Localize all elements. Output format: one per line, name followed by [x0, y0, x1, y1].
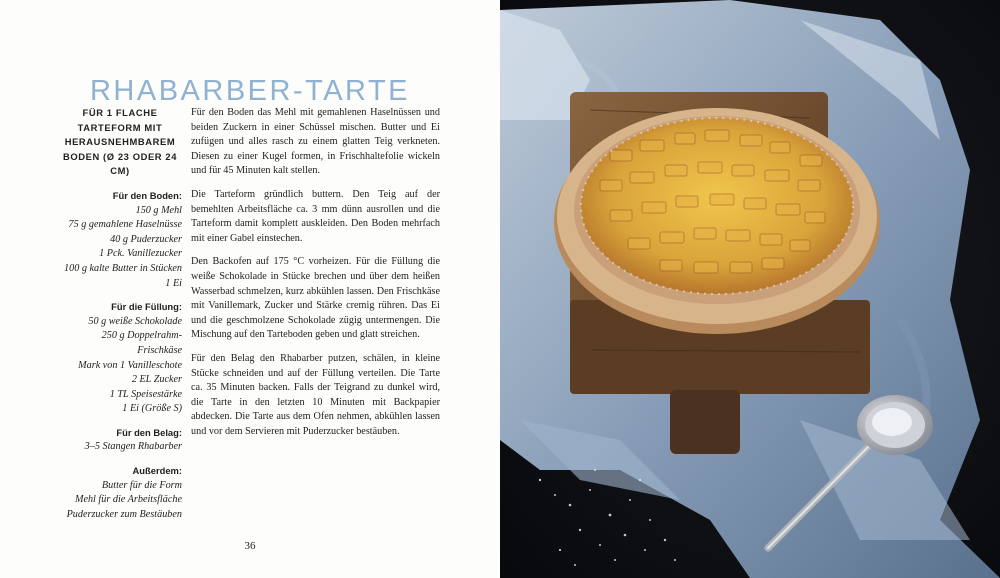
ingredient-item: 50 g weiße Schokolade [88, 315, 182, 327]
ingredient-item: 150 g Mehl [135, 204, 182, 216]
ingredient-group-heading: Für den Boden: [112, 189, 182, 201]
ingredient-item: 1 TL Speisestärke [109, 388, 182, 400]
tart-photo-illustration [500, 0, 1000, 578]
method-paragraph: Für den Belag den Rhabarber putzen, schälen, in kleine Stücke schneiden und auf der Füllung verteilen. Die Tarte ca. 35 Minuten backen. Falls der Teigrand zu dunkel wird, die Tarte in den letzten 10 Minuten mit Backpapier abdecken. Die Tarte aus dem Ofen nehmen, abkühlen lassen und vor dem Servieren mit Puderzucker bestäuben. [191, 352, 440, 437]
yield-heading: FÜR 1 FLACHE TARTEFORM MIT HERAUSNEHMBAREM BODEN (Ø 23 ODER 24 CM) [62, 107, 178, 177]
method-paragraph: Für den Boden das Mehl mit gemahlenen Haselnüssen und beiden Zuckern in einer Schüssel mischen. Butter und Ei zufügen und alles rasch zu einem glatten Teig verkneten. Diesen zu einer Kugel formen, in Frischhaltefolie wickeln und für 45 Minuten kalt stellen. [191, 107, 440, 177]
ingredient-item: Puderzucker zum Bestäuben [66, 508, 182, 520]
ingredient-item: Mehl für die Arbeitsfläche [74, 494, 182, 506]
page-number: 36 [244, 540, 256, 552]
ingredient-list [58, 106, 182, 531]
ingredient-item: 250 g Doppelrahm-Frischkäse [101, 330, 182, 356]
ingredient-group-belag [58, 426, 182, 455]
recipe-title: RHABARBER-TARTE [89, 75, 411, 108]
ingredient-group-ausserdem [58, 464, 182, 522]
ingredient-group-boden [58, 189, 182, 291]
ingredient-item: 1 Ei [165, 277, 182, 289]
ingredient-group-heading: Für den Belag: [116, 426, 182, 438]
ingredient-item: 2 EL Zucker [131, 374, 182, 386]
method-paragraph: Die Tarteform gründlich buttern. Den Teig auf der bemehlten Arbeitsfläche ca. 3 mm dünn ausrollen und die Tarteform damit komplett auskleiden. Den Boden mehrfach mit einer Gabel einstechen. [191, 188, 440, 244]
ingredient-item: 100 g kalte Butter in Stücken [64, 262, 182, 274]
ingredient-group-heading: Für die Füllung: [111, 301, 182, 313]
ingredient-item: 40 g Puderzucker [110, 233, 182, 245]
ingredient-item: 1 Ei (Größe S) [122, 403, 182, 415]
ingredient-item: 75 g gemahlene Haselnüsse [68, 219, 182, 231]
ingredient-item: 3–5 Stangen Rhabarber [84, 441, 182, 453]
ingredient-item: Mark von 1 Vanilleschote [78, 359, 182, 371]
method-paragraph: Den Backofen auf 175 °C vorheizen. Für die Füllung die weiße Schokolade in Stücke brechen und über dem heißen Wasserbad schmelzen, kurz abkühlen lassen. Den Frischkäse mit Vanillemark, Zucker und Stärke cremig rühren. Das Ei und die geschmolzene Schokolade zügig untermengen. Die Mischung auf den Tarteboden geben und glatt streichen. [191, 256, 440, 341]
tart-photo [500, 0, 1000, 578]
ingredient-group-heading: Außerdem: [132, 465, 182, 477]
ingredient-group-fuellung [58, 300, 182, 417]
ingredient-item: 1 Pck. Vanillezucker [99, 248, 182, 260]
method-text [191, 106, 440, 448]
ingredient-item: Butter für die Form [101, 479, 182, 491]
